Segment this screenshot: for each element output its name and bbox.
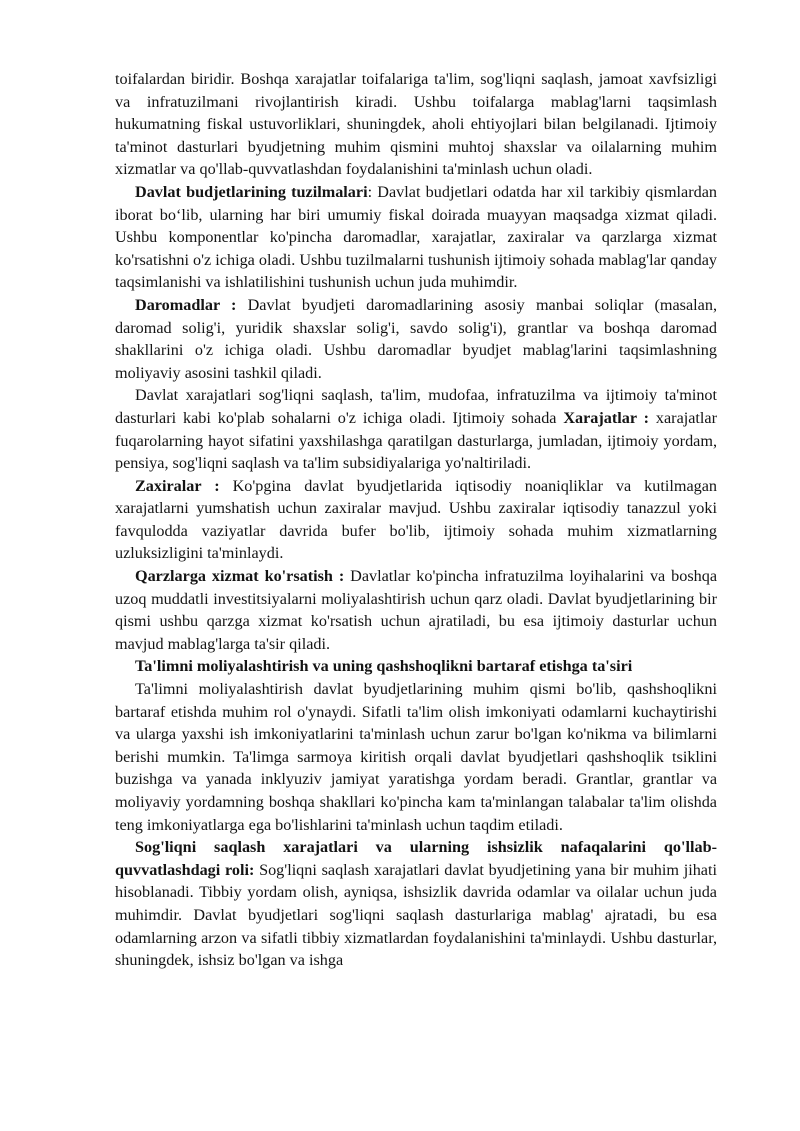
paragraph-text: toifalardan biridir. Boshqa xarajatlar toifalariga ta'lim, sog'liqni saqlash, jamoat xavfsizligi va infratuzilmani rivojlantirish kiradi. Ushbu toifalarga mablag'larni taqsimlash hukumatning fiskal ustuvorliklari, shuningdek, aholi ehtiyojlari bilan belgilanadi. Ijtimoiy ta'minot dasturlari byudjetning muhim qismini muhtoj shaxslar va oilalarning muhim xizmatlar va qo'llab-quvvatlashdan foydalanishini ta'minlash uchun oladi. <box>115 70 717 179</box>
paragraph-lead: Zaxiralar : <box>135 476 220 495</box>
paragraph-lead: Sog'liqni saqlash xarajatlari va ularning ishsizlik nafaqalarini qo'llab-quvvatlashdagi roli: <box>115 838 717 879</box>
paragraph-text: Ko'pgina davlat byudjetlarida iqtisodiy noaniqliklar va kutilmagan xarajatlarni yumshatish uchun zaxiralar mavjud. Ushbu zaxiralar iqtisodiy tanazzul yoki favqulodda vaziyatlar davrida bufer bo'lib, ijtimoiy sohada muhim xizmatlarning uzluksizligini ta'minlaydi. <box>115 476 717 563</box>
paragraph-reserves <box>115 475 717 565</box>
paragraph-education-funding <box>115 678 717 836</box>
paragraph-lead: Davlat budjetlarining tuzilmalari <box>135 182 368 201</box>
paragraph-text: Ta'limni moliyalashtirish davlat byudjetlarining muhim qismi bo'lib, qashshoqlikni bartaraf etishda muhim rol o'ynaydi. Sifatli ta'lim olish imkoniyati odamlarni kuchaytirishi va ularga yaxshi ish imkoniyatlarini ta'minlash uchun zarur bo'lgan ko'nikma va bilimlarni berishi mumkin. Ta'limga sarmoya kiritish orqali davlat byudjetlari qashshoqlik tsiklini buzishga va yanada inklyuziv jamiyat yaratishga yordam beradi. Grantlar, grantlar va moliyaviy yordamning boshqa shakllari ko'pincha kam ta'minlangan talabalar ta'lim olishda teng imkoniyatlarga ega bo'lishlarini ta'minlash uchun taqdim etiladi. <box>115 680 717 834</box>
paragraph-text-continued: xarajatlar fuqarolarning hayot sifatini yaxshilashga qaratilgan dasturlarga, jumladan, ijtimoiy yordam, pensiya, sog'liqni saqlash va ta'lim subsidiyalariga yo'naltiriladi. <box>115 408 717 473</box>
paragraph-lead: Qarzlarga xizmat ko'rsatish : <box>135 567 345 586</box>
paragraph-text: Davlat byudjeti daromadlarining asosiy manbai soliqlar (masalan, daromad solig'i, yuridik shaxslar solig'i, savdo solig'i), grantlar va boshqa daromad shakllarini o'z ichiga oladi. Ushbu daromadlar byudjet mablag'larini taqsimlashning moliyaviy asosini tashkil qiladi. <box>115 295 717 382</box>
paragraph-expenditures <box>115 384 717 474</box>
paragraph-revenues <box>115 294 717 384</box>
paragraph-text: : Davlat budjetlari odatda har xil tarkibiy qismlardan iborat bo‘lib, ularning har biri umumiy fiskal doirada muayyan maqsadga xizmat qiladi. Ushbu komponentlar ko'pincha daromadlar, xarajatlar, zaxiralar va qarzlarga xizmat ko'rsatishni o'z ichiga oladi. Ushbu tuzilmalarni tushunish ijtimoiy sohada mablag'lar qanday taqsimlanishi va ishlatilishini tushunish uchun juda muhimdir. <box>115 182 717 292</box>
paragraph-expenditure-categories <box>115 68 717 181</box>
paragraph-text: Davlatlar ko'pincha infratuzilma loyihalarini va boshqa uzoq muddatli investitsiyalarni moliyalashtirish uchun qarz oladi. Davlat byudjetlarining bir qismi ushbu qarzga xizmat ko'rsatish uchun ajratiladi, bu esa ijtimoiy dasturlar uchun mavjud mablag'larga ta'sir qiladi. <box>115 567 717 653</box>
paragraph-debt-service <box>115 565 717 655</box>
paragraph-lead: Xarajatlar : <box>563 408 650 427</box>
paragraph-text: Davlat xarajatlari sog'liqni saqlash, ta'lim, mudofaa, infratuzilma va ijtimoiy ta'minot dasturlari kabi ko'plab sohalarni o'z ichiga oladi. Ijtimoiy sohada <box>115 386 717 427</box>
paragraph-healthcare-spending <box>115 836 717 972</box>
paragraph-lead: Daromadlar : <box>135 295 237 314</box>
paragraph-budget-structures <box>115 181 717 294</box>
paragraph-text: Sog'liqni saqlash xarajatlari davlat byudjetining yana bir muhim jihati hisoblanadi. Tibbiy yordam olish, ayniqsa, ishsizlik davrida odamlar va oilalar uchun juda muhimdir. Davlat byudjetlari sog'liqni saqlash dasturlariga mablag' ajratadi, bu esa odamlarning arzon va sifatli tibbiy xizmatlardan foydalanishini ta'minlaydi. Ushbu dasturlar, shuningdek, ishsiz bo'lgan va ishga <box>115 860 717 970</box>
section-heading-education-funding: Ta'limni moliyalashtirish va uning qashshoqlikni bartaraf etishga ta'siri <box>135 657 633 676</box>
